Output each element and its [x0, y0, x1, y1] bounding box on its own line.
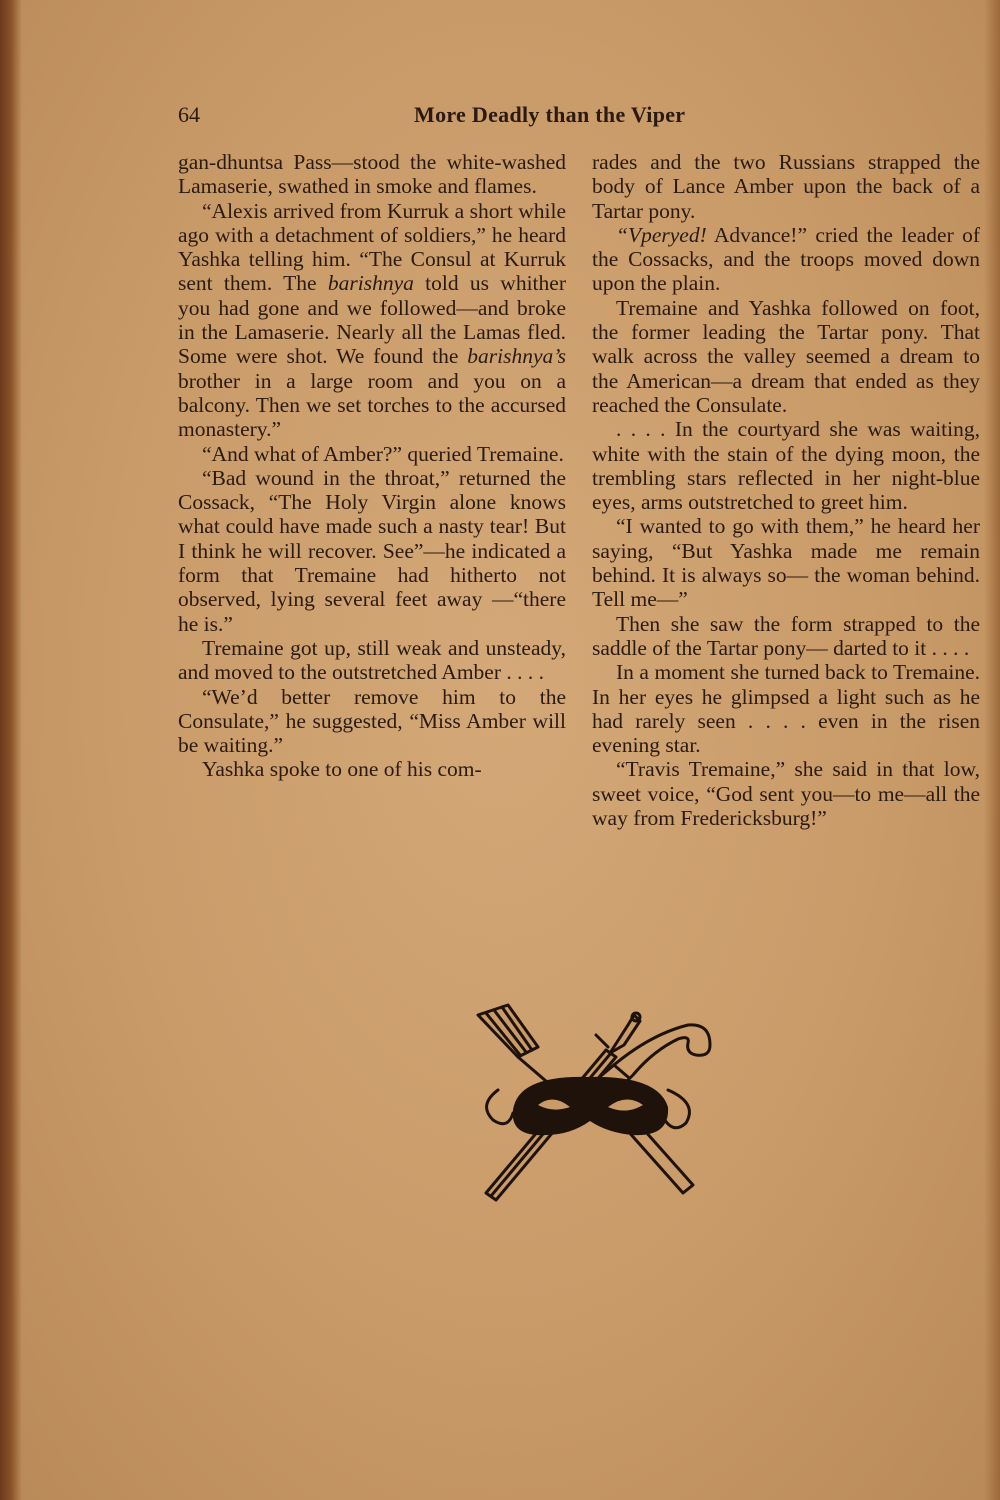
paragraph	[178, 636, 566, 685]
paragraph	[592, 417, 980, 514]
text-run: In a moment she turned back to Tremaine. In her eyes he glimpsed a light such as he had rarely seen . . . . even in the risen evening star.	[592, 660, 980, 758]
text-run: Yashka spoke to one of his com-	[202, 757, 482, 782]
paragraph	[178, 757, 566, 781]
paragraph	[178, 442, 566, 466]
page-header	[178, 102, 978, 132]
paragraph	[592, 660, 980, 757]
text-run: brother in a large room and you on a balcony. Then we set torches to the accursed monastery.”	[178, 368, 566, 442]
text-run: “Bad wound in the throat,” returned the Cossack, “The Holy Virgin alone knows what could have made such a nasty tear! But I think he will recover. See”—he indicated a form that Tremaine had hitherto not observed, lying several feet away —“there he is.”	[178, 465, 566, 636]
running-title: More Deadly than the Viper	[414, 102, 686, 127]
paragraph	[592, 757, 980, 830]
text-column-left	[178, 150, 566, 782]
text-run: “Alexis arrived from Kurruk a short while ago with a detachment of soldiers,” he heard Yashka telling him. “The Consul at Kurruk sent them. The	[178, 198, 566, 296]
page-edge-right	[984, 0, 1000, 1500]
text-run: “And what of Amber?” queried Tremaine.	[202, 441, 564, 466]
text-run: Tremaine got up, still weak and unsteady, and moved to the outstretched Amber . . . .	[178, 635, 566, 685]
text-run: rades and the two Russians strapped the body of Lance Amber upon the back of a Tartar pony.	[592, 150, 980, 223]
paragraph	[178, 199, 566, 442]
page-edge-left	[0, 0, 22, 1500]
italic-text: barishnya	[327, 271, 414, 296]
mask-dagger-pistol-ornament-icon	[458, 995, 718, 1205]
text-run: Advance!” cried the leader of the Cossacks, and the troops moved down upon the plain.	[592, 222, 980, 296]
paragraph	[592, 612, 980, 661]
text-run: “Travis Tremaine,” she said in that low, sweet voice, “God sent you—to me—all the way from Fredericksburg!”	[592, 757, 980, 831]
paragraph	[178, 150, 566, 199]
paragraph	[592, 150, 980, 223]
text-run: gan-dhuntsa Pass—stood the white-washed Lamaserie, swathed in smoke and flames.	[178, 150, 566, 199]
text-run: Tremaine and Yashka followed on foot, the former leading the Tartar pony. That walk across the valley seemed a dream to the American—a dream that ended as they reached the Consulate.	[592, 295, 980, 417]
italic-text: barishnya’s	[467, 344, 566, 369]
page-number: 64	[178, 102, 200, 127]
text-run: . . . . In the courtyard she was waiting, white with the stain of the dying moon, the trembling stars reflected in her night-blue eyes, arms outstretched to greet him.	[592, 417, 980, 515]
paragraph	[592, 514, 980, 611]
text-run: Then she saw the form strapped to the saddle of the Tartar pony— darted to it . . . .	[592, 611, 980, 660]
paragraph	[178, 466, 566, 636]
paragraph	[178, 685, 566, 758]
text-run: “I wanted to go with them,” he heard her saying, “But Yashka made me remain behind. It is always so— the woman behind. Tell me—”	[592, 514, 980, 612]
paragraph	[592, 296, 980, 417]
italic-text: “Vperyed!	[616, 222, 707, 247]
text-run: told us whither you had gone and we followed—and broke in the Lamaserie. Nearly all the Lamas fled. Some were shot. We found the	[178, 271, 566, 369]
paragraph	[592, 223, 980, 296]
text-run: “We’d better remove him to the Consulate,” he suggested, “Miss Amber will be waiting.”	[178, 684, 566, 758]
text-column-right	[592, 150, 980, 830]
